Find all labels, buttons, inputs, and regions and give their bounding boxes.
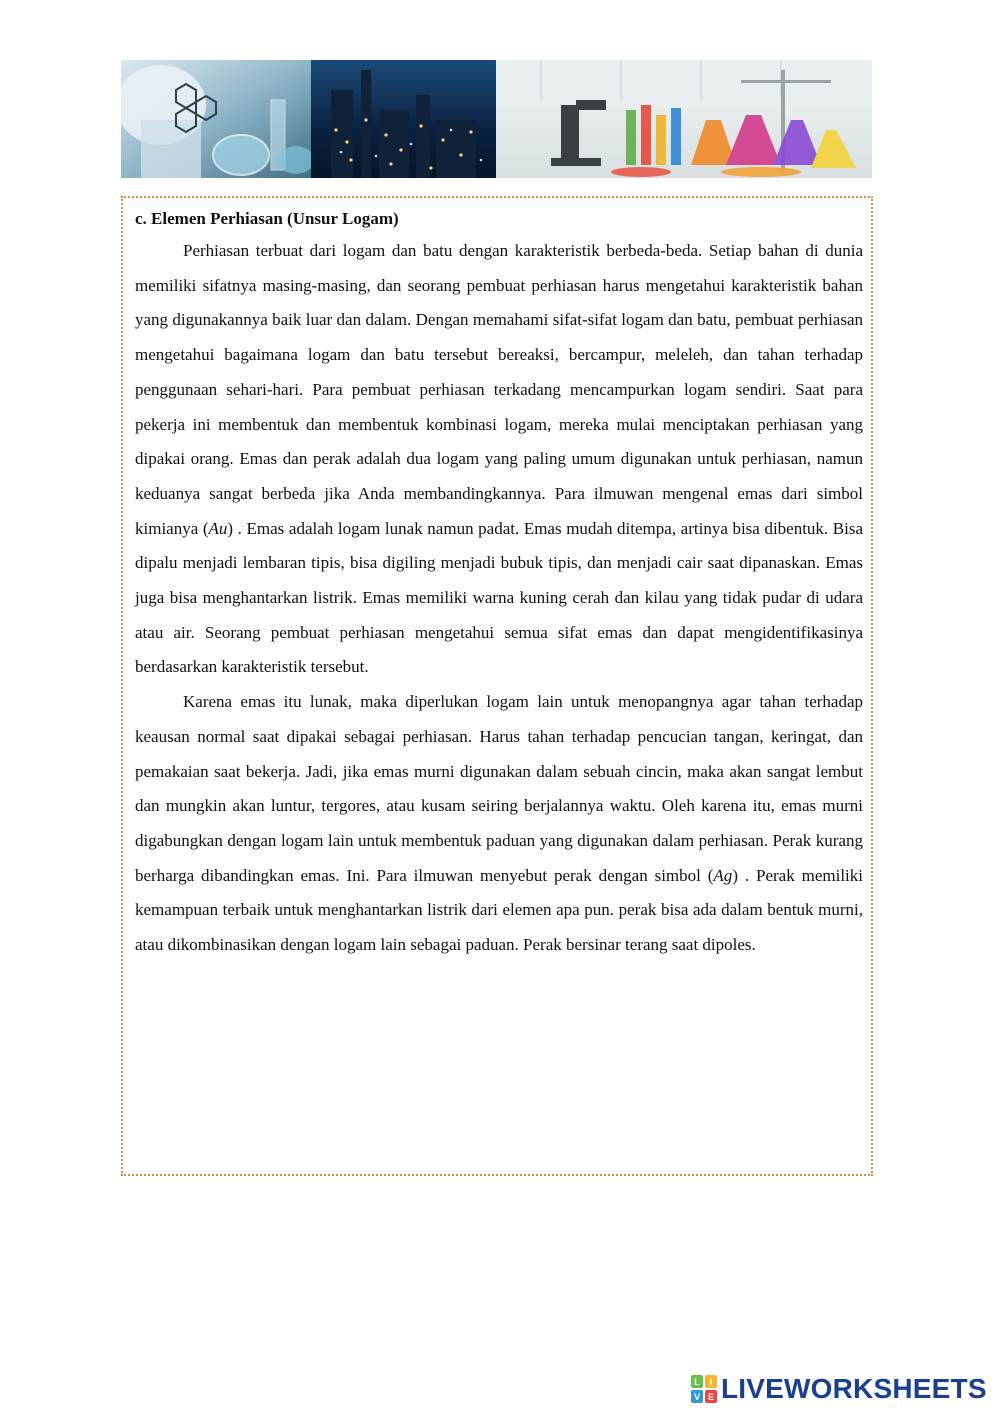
paragraph-2-text-b: ) . Perak memiliki kemampuan terbaik untuk menghantarkan listrik dari elemen apa pun. perak bisa ada dalam bentuk murni, atau dikombinasikan dengan logam lain sebagai paduan. Perak bersinar terang saat dipoles. bbox=[135, 865, 863, 955]
paragraph-2 bbox=[135, 685, 863, 963]
silver-symbol: Ag bbox=[713, 865, 733, 885]
liveworksheets-logo-text: LIVEWORKSHEETS bbox=[721, 1373, 987, 1404]
content-inner bbox=[135, 206, 863, 963]
banner-image bbox=[121, 60, 872, 178]
logo-icon-letter-v: V bbox=[693, 1392, 701, 1402]
paragraph-1-text-a: Perhiasan terbuat dari logam dan batu dengan karakteristik berbeda-beda. Setiap bahan di dunia memiliki sifatnya masing-masing, dan seorang pembuat perhiasan harus mengetahui karakteristik bahan yang digunakannya baik luar dan dalam. Dengan memahami sifat-sifat logam dan batu, pembuat perhiasan mengetahui bagaimana logam dan batu tersebut bereaksi, bercampur, meleleh, dan tahan terhadap penggunaan sehari-hari. Para pembuat perhiasan terkadang mencampurkan logam sendiri. Saat para pekerja ini membentuk dan membentuk kombinasi logam, mereka mulai menciptakan perhiasan yang dipakai orang. Emas dan perak adalah dua logam yang paling umum digunakan untuk perhiasan, namun keduanya sangat berbeda jika Anda membandingkannya. Para ilmuwan mengenal emas dari simbol kimianya ( bbox=[135, 241, 863, 538]
logo-icon-letter-l: L bbox=[694, 1377, 700, 1387]
logo-icon-letter-i: I bbox=[709, 1377, 713, 1387]
paragraph-1-text-b: ) . Emas adalah logam lunak namun padat. Emas mudah ditempa, artinya bisa dibentuk. Bisa dipalu menjadi lembaran tipis, bisa digiling menjadi bubuk tipis, dan menjadi cair saat dipanaskan. Emas juga bisa menghantarkan listrik. Emas memiliki warna kuning cerah dan kilau yang tidak pudar di udara atau air. Seorang pembuat perhiasan mengetahui semua sifat emas dan dapat mengidentifikasinya berdasarkan karakteristik tersebut. bbox=[135, 518, 864, 677]
gold-symbol: Au bbox=[208, 518, 228, 538]
paragraph-1 bbox=[135, 234, 863, 685]
liveworksheets-logo[interactable] bbox=[690, 1372, 987, 1406]
laboratory-banner bbox=[121, 60, 872, 178]
paragraph-2-text-a: Karena emas itu lunak, maka diperlukan logam lain untuk menopangnya agar tahan terhadap keausan normal saat dipakai sebagai perhiasan. Harus tahan terhadap pencucian tangan, keringat, dan pemakaian saat bekerja. Jadi, jika emas murni digunakan dalam sebuah cincin, maka akan sangat lembut dan mungkin akan luntur, tergores, atau kusam seiring berjalannya waktu. Oleh karena itu, emas murni digabungkan dengan logam lain untuk membentuk paduan yang digunakan dalam perhiasan. Perak kurang berharga dibandingkan emas. Ini. Para ilmuwan menyebut perak dengan simbol ( bbox=[135, 692, 863, 885]
logo-icon-letter-e: E bbox=[707, 1392, 715, 1402]
section-heading: c. Elemen Perhiasan (Unsur Logam) bbox=[135, 209, 399, 228]
liveworksheets-logo-icon bbox=[690, 1374, 718, 1404]
content-box bbox=[121, 196, 873, 1176]
